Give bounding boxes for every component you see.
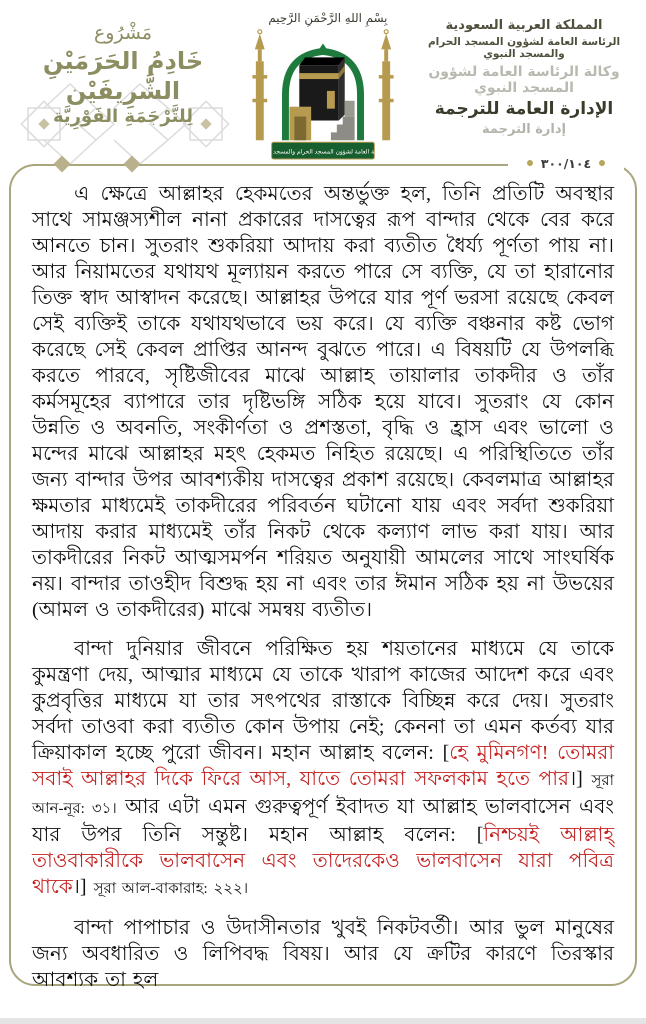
paragraph-1: এ ক্ষেত্রে আল্লাহর হেকমতের অন্তর্ভুক্ত হল, তিনি প্রতিটি অবস্থার সাথে সামঞ্জস্যশীল নানা প্রকারের দাসত্বের রূপ বান্দার থেকে বের করে আনতে চান। সুতরাং শুকরিয়া আদায় করা ব্যতীত ধৈর্য্য পূর্ণতা পায় না। আর নিয়ামতের যথাযথ মূল্যায়ন করতে পারে সে ব্যক্তি, যে তা হারানোর তিক্ত স্বাদ আস্বাদন করেছে। আল্লাহর উপরে যার পূর্ণ ভরসা রয়েছে কেবল সেই ব্যক্তিই তাকে যথাযথভাবে ভয় করে। যে ব্যক্তি বঞ্চনার কষ্ট ভোগ করেছে সেই কেবল প্রাপ্তির আনন্দ বুঝতে পারে। এ বিষয়টি যে উপলব্ধি করতে পারবে, সৃষ্টিজীবের মাঝে আল্লাহ তায়ালার তাকদীর ও তাঁর কর্মসমূহের ব্যাপারে তার দৃষ্টিভঙ্গি সঠিক হয়ে যাবে। সুতরাং যে কোন উন্নতি ও অবনতি, সংকীর্ণতা ও প্রশস্ততা, বৃদ্ধি ও হ্রাস এবং ভালো ও মন্দের মাঝে আল্লাহর মহৎ হেকমত নিহিত রয়েছে। এ পরিস্থিতিতে তাঁর জন্য বান্দার উপর আবশ্যকীয় দাসত্বের প্রকাশ রয়েছে। কেবলমাত্র আল্লাহর ক্ষমতার মাধ্যমেই তাকদীরের পরিবর্তন ঘটানো যায় এবং সর্বদা শুকরিয়া আদায় করার মাধ্যমেই তাঁর নিকট থেকে কল্যাণ লাভ করা যায়। আর তাকদীরের নিকট আত্মসমর্পন শরিয়ত অনুযায়ী আমলের সাথে সাংঘর্ষিক নয়। বান্দার তাওহীদ বিশুদ্ধ হয় না এবং তার ঈমান সঠিক হয় না উভয়ের (আমল ও তাকদীরের) মাঝে সমন্বয় ব্যতীত। (32, 183, 614, 621)
left-minaret (252, 30, 267, 141)
right-minaret (379, 30, 394, 141)
text-segment-quote: হে মুমিনগণ! তোমরা সবাই আল্লাহর দিকে ফিরে আস, যাতে তোমরা সফলকাম হতে পার (32, 742, 615, 790)
emblem-banner-text: الرئاسة العامة لشؤون المسجد الحرام والمسجد النبوي (256, 149, 390, 156)
text-segment-normal: বান্দা দুনিয়ার জীবনে পরিক্ষিত হয় শয়তানের মাধ্যমে যে তাকে কুমন্ত্রণা দেয়, আত্মার মাধ্যমে যে তাকে খারাপ কাজের আদেশ করে এবং কুপ্রবৃত্তির মাধ্যমে যা তার সৎপথের রাস্তাকে বিচ্ছিন্ন করে দেয়। সুতরাং সর্বদা তাওবা করা ব্যতীত কোন উপায় নেই; কেননা তা এমন কর্তব্য যার ক্রিয়াকাল হচ্ছে পুরো জীবন। মহান আল্লাহ বলেন: [ (32, 638, 614, 764)
org-translation-dept: إدارة الترجمة (482, 122, 566, 137)
arch-finial (319, 44, 327, 50)
organization-block (408, 18, 640, 137)
project-title-line3: لِلتَّرْجَمَةِ الفَوْرِيَّة (52, 105, 194, 127)
project-title-line2: خَادِمُ الحَرَمَيْنِ الشَّرِيفَيْن (42, 46, 204, 105)
project-calligraphy-block (8, 14, 238, 164)
text-segment-quote: নিশ্চয়ই আল্লাহ্ তাওবাকারীকে ভালবাসেন এবং তাদেরকেও ভালবাসেন যারা পবিত্র থাকে (32, 824, 614, 898)
text-segment-normal: ।] (72, 876, 94, 898)
text-frame (9, 164, 637, 991)
gold-dot-icon (599, 160, 605, 166)
org-translation-admin: الإدارة العامة للترجمة (434, 99, 614, 119)
gold-dot-icon (527, 160, 533, 166)
two-holy-mosques-emblem-icon (233, 4, 413, 162)
body-text (32, 181, 614, 993)
document-number: ٣٠٠/١٠٤ (540, 155, 592, 171)
paragraph-2 (32, 636, 614, 902)
page-header (0, 0, 646, 171)
bismillah-calligraphy: بِسْمِ اللهِ الرَّحْمَنِ الرَّحِيم (268, 10, 388, 25)
text-segment-normal: ।] (569, 768, 592, 790)
org-country: المملكة العربية السعودية (445, 18, 603, 33)
org-presidency: الرئاسة العامة لشؤون المسجد الحرام والمسجد النبوي (427, 36, 621, 60)
paragraph-3: বান্দা পাপাচার ও উদাসীনতার খুবই নিকটবর্তী। আর ভুল মানুষের জন্য অবধারিত ও লিপিবদ্ধ বিষয়। আর যে ক্রটির কারণে তিরস্কার আবশ্যক তা হল (32, 917, 614, 991)
text-segment-normal: আর এটা এমন গুরুত্বপূর্ণ ইবাদত যা আল্লাহ ভালবাসেন এবং যার উপর তিনি সন্তুষ্ট। মহান আল্লাহ বলেন: [ (32, 796, 615, 846)
text-segment-citation: সূরা আল-বাকারাহ: ২২২। (93, 881, 249, 897)
page-bottom-edge (0, 1018, 646, 1024)
project-title-arabic (8, 22, 238, 128)
document-number-plate (508, 153, 624, 173)
project-title-line1: مَشْرُوع (93, 22, 153, 44)
text-segment-citation: সূরা আন-নূর: ৩১। (32, 773, 614, 817)
gate-structure (289, 107, 311, 141)
org-agency: وكالة الرئاسة العامة لشؤون المسجد النبوي (428, 64, 620, 96)
